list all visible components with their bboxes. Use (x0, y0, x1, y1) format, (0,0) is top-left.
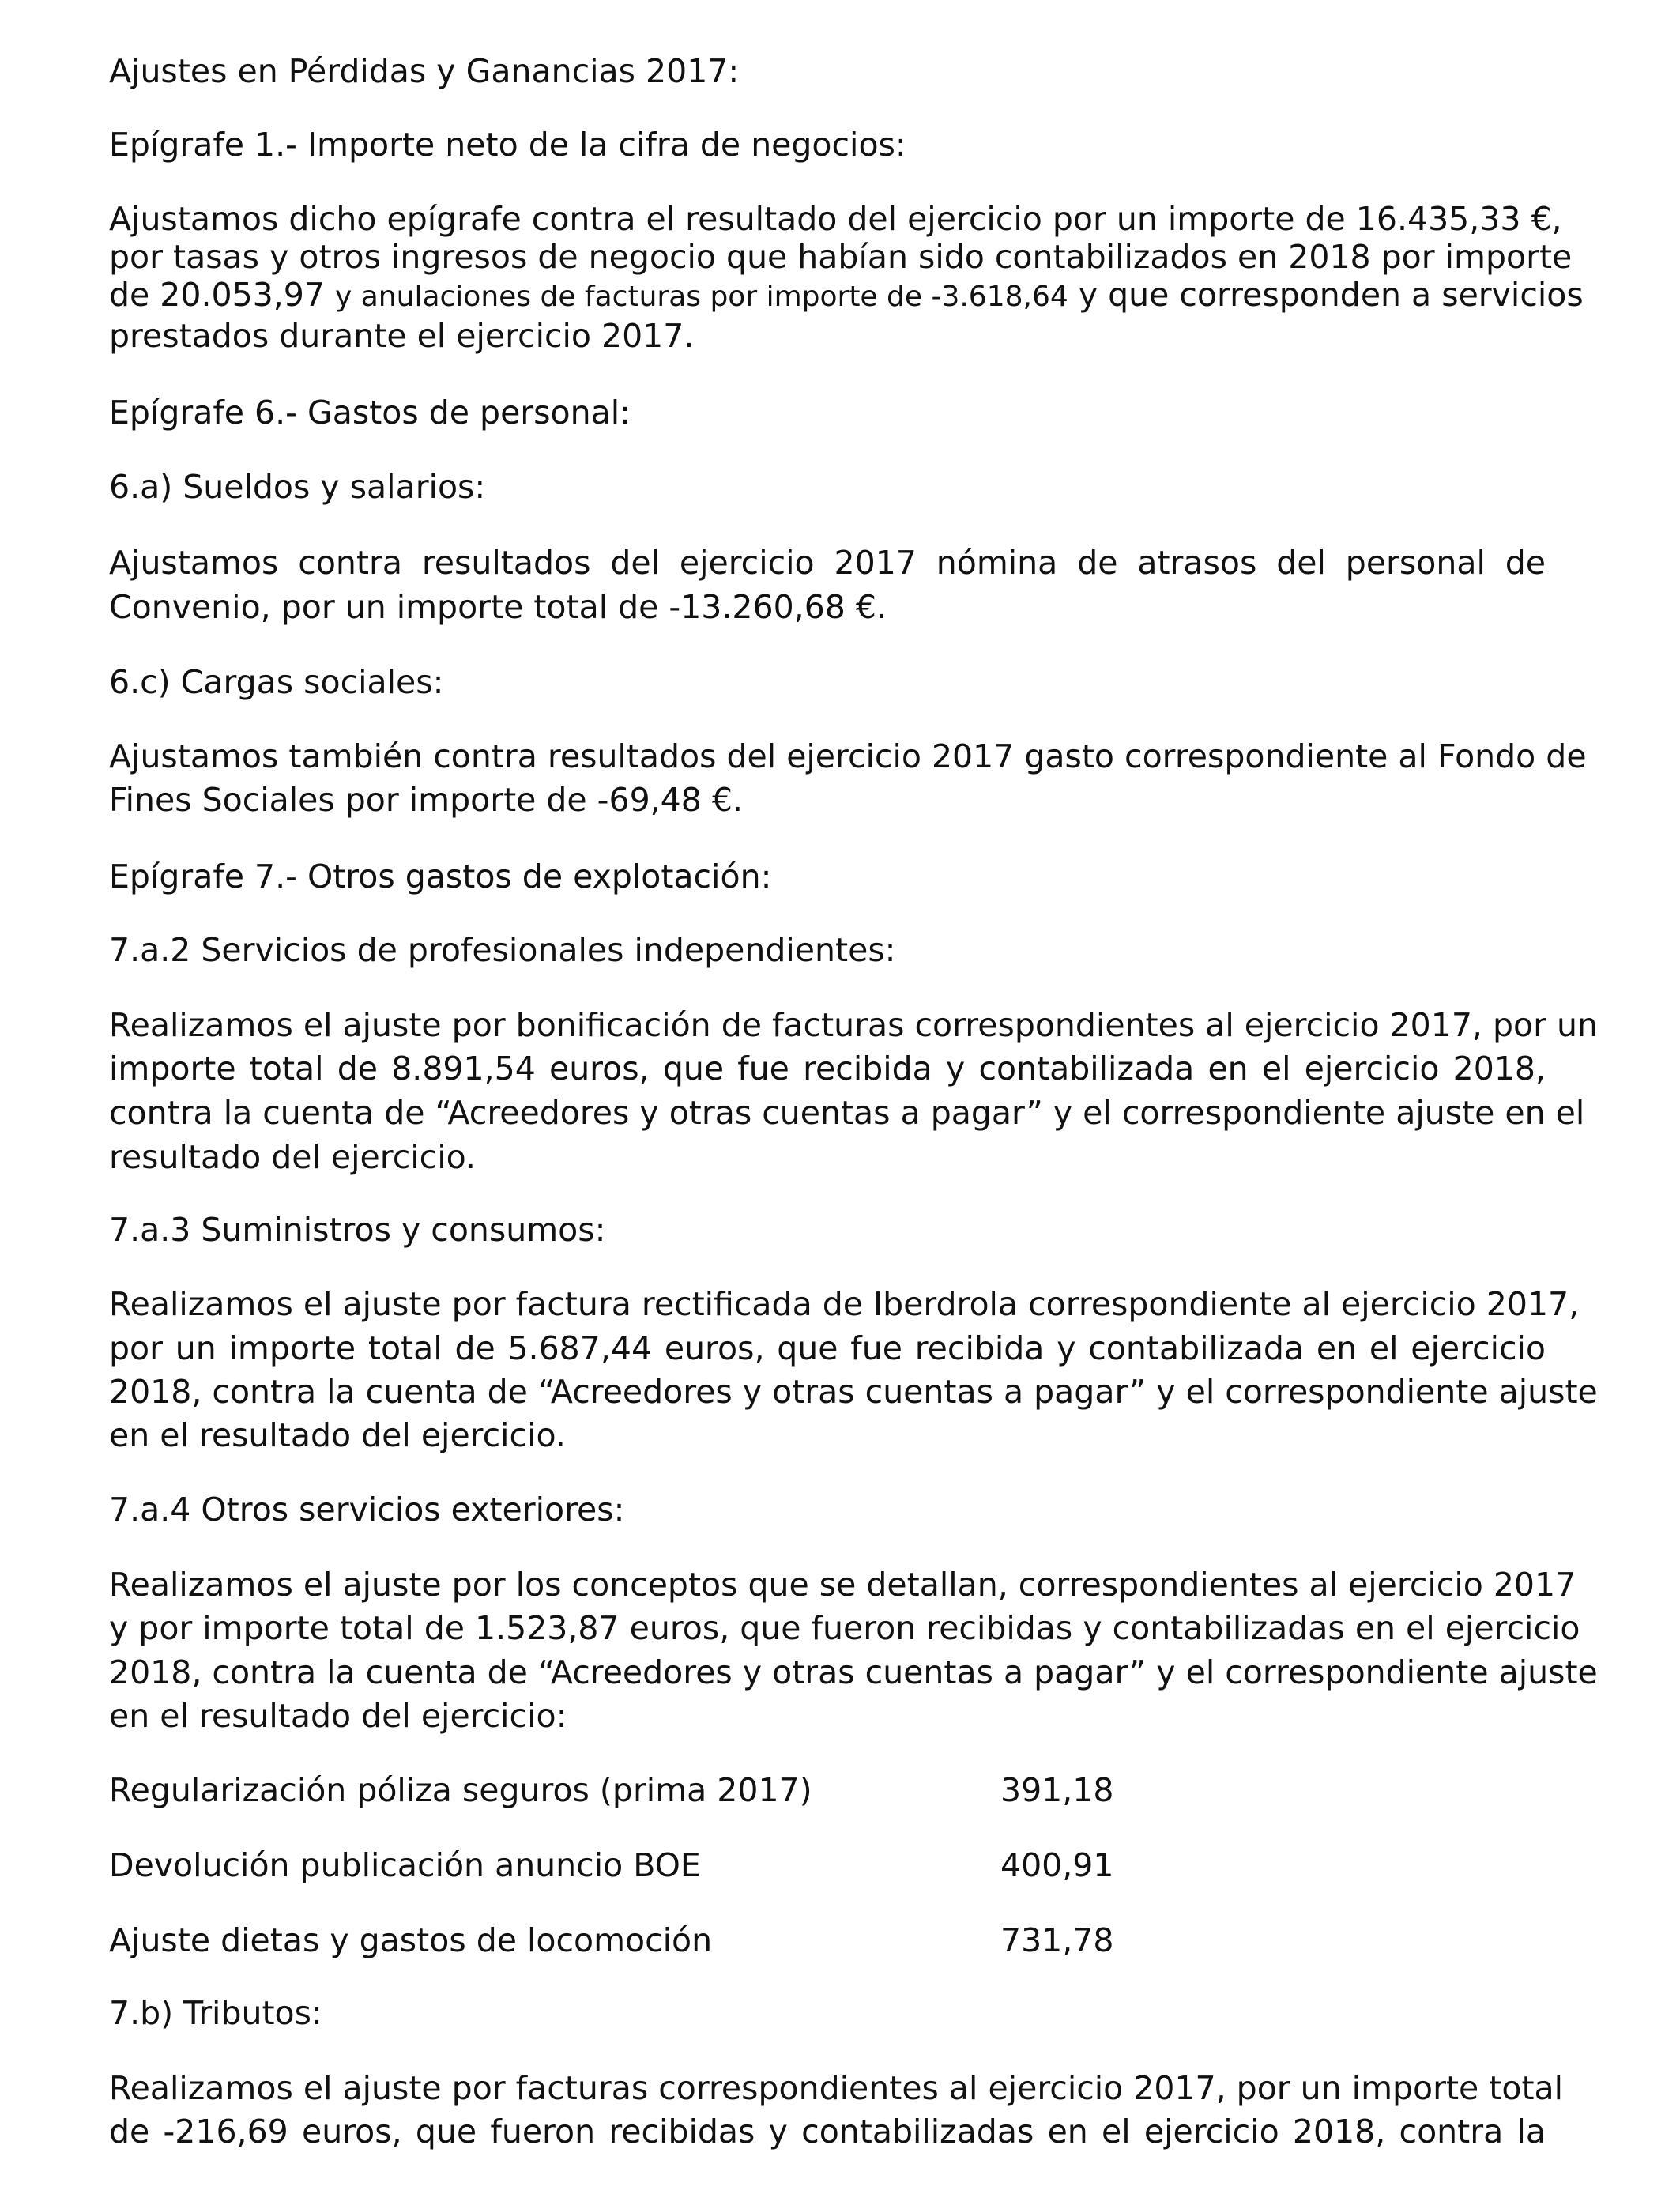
document-title: Ajustes en Pérdidas y Ganancias 2017: (109, 52, 740, 90)
item-amount: 731,78 (1000, 1921, 1114, 1959)
paragraph-line: Ajustamos dicho epígrafe contra el resultado del ejercicio por un importe de 16.435,33 €, (109, 200, 1562, 238)
item-concept: Ajuste dietas y gastos de locomoción (109, 1921, 713, 1959)
section-6c-heading: 6.c) Cargas sociales: (109, 663, 444, 701)
paragraph-line: 2018, contra la cuenta de “Acreedores y otras cuentas a pagar” y el correspondiente ajuste (109, 1653, 1598, 1691)
paragraph-fragment-small: y anulaciones de facturas por importe de -3.618,64 (335, 281, 1068, 313)
item-concept: Regularización póliza seguros (prima 2017) (109, 1771, 812, 1809)
section-7a3-heading: 7.a.3 Suministros y consumos: (109, 1211, 606, 1249)
paragraph-line: Realizamos el ajuste por bonificación de facturas correspondientes al ejercicio 2017, por un (109, 1006, 1598, 1044)
paragraph-line: contra la cuenta de “Acreedores y otras cuentas a pagar” y el correspondiente ajuste en el (109, 1094, 1585, 1132)
paragraph-line: resultado del ejercicio. (109, 1138, 476, 1176)
paragraph-line: Ajustamos contra resultados del ejercicio 2017 nómina de atrasos del personal de (109, 544, 1546, 582)
section-7b-heading: 7.b) Tributos: (109, 1994, 322, 2032)
paragraph-line-mixed (109, 276, 1584, 314)
paragraph-line: y por importe total de 1.523,87 euros, que fueron recibidas y contabilizadas en el ejercicio (109, 1609, 1580, 1647)
paragraph-fragment: y que corresponden a servicios (1078, 276, 1584, 314)
epigrafe-7-heading: Epígrafe 7.- Otros gastos de explotación: (109, 858, 772, 895)
paragraph-line: por un importe total de 5.687,44 euros, que fue recibida y contabilizada en el ejercicio (109, 1329, 1546, 1367)
paragraph-line: en el resultado del ejercicio. (109, 1416, 566, 1454)
paragraph-line: Ajustamos también contra resultados del ejercicio 2017 gasto correspondiente al Fondo de (109, 737, 1587, 775)
paragraph-line: importe total de 8.891,54 euros, que fue recibida y contabilizada en el ejercicio 2018, (109, 1050, 1546, 1088)
paragraph-line: 2018, contra la cuenta de “Acreedores y otras cuentas a pagar” y el correspondiente ajuste (109, 1373, 1598, 1411)
item-amount: 391,18 (1000, 1771, 1114, 1809)
paragraph-line: Convenio, por un importe total de -13.260,68 €. (109, 588, 887, 626)
paragraph-line: Realizamos el ajuste por facturas correspondientes al ejercicio 2017, por un importe total (109, 2069, 1564, 2107)
section-7a4-heading: 7.a.4 Otros servicios exteriores: (109, 1491, 625, 1529)
section-6a-heading: 6.a) Sueldos y salarios: (109, 468, 486, 506)
paragraph-line: Realizamos el ajuste por los conceptos que se detallan, correspondientes al ejercicio 2017 (109, 1566, 1576, 1604)
epigrafe-6-heading: Epígrafe 6.- Gastos de personal: (109, 394, 631, 432)
paragraph-line: Fines Sociales por importe de -69,48 €. (109, 781, 744, 819)
paragraph-line: Realizamos el ajuste por factura rectificada de Iberdrola correspondiente al ejercicio 2017, (109, 1285, 1580, 1323)
paragraph-fragment: de 20.053,97 (109, 276, 325, 314)
epigrafe-1-heading: Epígrafe 1.- Importe neto de la cifra de negocios: (109, 126, 906, 164)
item-concept: Devolución publicación anuncio BOE (109, 1846, 701, 1884)
paragraph-line: por tasas y otros ingresos de negocio que habían sido contabilizados en 2018 por importe (109, 238, 1573, 276)
paragraph-line: de -216,69 euros, que fueron recibidas y contabilizadas en el ejercicio 2018, contra la (109, 2113, 1546, 2151)
paragraph-line: en el resultado del ejercicio: (109, 1697, 567, 1735)
item-amount: 400,91 (1000, 1846, 1114, 1884)
paragraph-line: prestados durante el ejercicio 2017. (109, 317, 695, 355)
section-7a2-heading: 7.a.2 Servicios de profesionales independientes: (109, 931, 896, 969)
